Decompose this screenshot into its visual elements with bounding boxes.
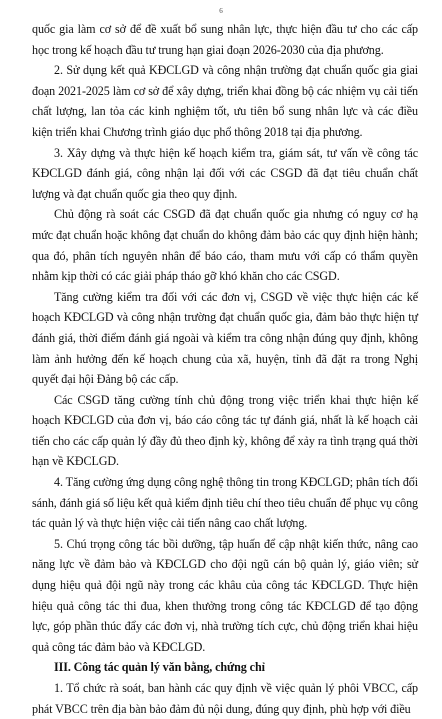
document-body — [32, 19, 418, 719]
section-heading: III. Công tác quản lý văn bằng, chứng chỉ — [54, 660, 265, 675]
page-number: 6 — [219, 7, 223, 15]
paragraph: Tăng cường kiểm tra đối với các đơn vị, CSGD về việc thực hiện các kế hoạch KĐCLGD và công nhận trường đạt chuẩn quốc gia, đảm bảo thực hiện tự đánh giá, thời điểm đánh giá ngoài và kiểm tra công nhận đúng quy định, không làm ảnh hưởng đến kế hoạch chung của xã, huyện, tỉnh đã đặt ra trong Nghị quyết đại hội Đảng bộ các cấp. — [32, 289, 418, 387]
paragraph: 2. Sử dụng kết quả KĐCLGD và công nhận trường đạt chuẩn quốc gia giai đoạn 2021-2025 làm cơ sở để xây dựng, triển khai đồng bộ các nhiệm vụ cải tiến chất lượng, lan tỏa các kinh nghiệm tốt, ưu tiên bổ sung nhân lực và các điều kiện triển khai Chương trình giáo dục phổ thông 2018 tại địa phương. — [32, 63, 418, 139]
paragraph: Chủ động rà soát các CSGD đã đạt chuẩn quốc gia nhưng có nguy cơ hạ mức đạt chuẩn hoặc không đạt chuẩn do không đảm bảo các quy định hiện hành; qua đó, phân tích nguyên nhân để báo cáo, tham mưu với cấp có thẩm quyền nhằm kịp thời có các giải pháp tháo gỡ khó khăn cho các CSGD. — [32, 207, 418, 284]
paragraph: 1. Tổ chức rà soát, ban hành các quy định về việc quản lý phôi VBCC, cấp phát VBCC trên địa bàn bảo đảm đủ nội dung, đúng quy định, phù hợp với điều — [32, 681, 418, 716]
paragraph: 4. Tăng cường ứng dụng công nghệ thông tin trong KĐCLGD; phân tích đối sánh, đánh giá số liệu kết quả kiểm định tiêu chí theo tiêu chuẩn để phục vụ công tác quản lý và thực hiện việc cải tiến nâng cao chất lượng. — [32, 475, 418, 531]
paragraph: Các CSGD tăng cường tính chủ động trong việc triển khai thực hiện kế hoạch KĐCLGD của đơn vị, báo cáo công tác tự đánh giá, nhất là kế hoạch cải tiến cho các cấp quản lý đầy đủ theo định kỳ, không để xảy ra tình trạng quá thời hạn về KĐCLGD. — [32, 392, 418, 469]
paragraph: quốc gia làm cơ sở để đề xuất bổ sung nhân lực, thực hiện đầu tư cho các cấp học trong kế hoạch đầu tư trung hạn giai đoạn 2026-2030 của địa phương. — [32, 22, 418, 57]
paragraph: 3. Xây dựng và thực hiện kế hoạch kiểm tra, giám sát, tư vấn về công tác KĐCLGD đánh giá, công nhận lại đối với các CSGD đã đạt tiêu chuẩn chất lượng và đạt chuẩn quốc gia theo quy định. — [32, 145, 418, 201]
paragraph: 5. Chú trọng công tác bồi dưỡng, tập huấn để cập nhật kiến thức, nâng cao năng lực về đảm bảo và KĐCLGD cho đội ngũ cán bộ quản lý, giáo viên; sử dụng hiệu quả đội ngũ này trong các khâu của công tác KĐCLGD. Thực hiện hiệu quả công tác thi đua, khen thưởng trong công tác KĐCLGD để tạo động lực, góp phần thúc đẩy các đơn vị, nhà trường tích cực, chủ động triển khai hiệu quả công tác đảm bảo và KĐCLGD. — [32, 536, 418, 654]
